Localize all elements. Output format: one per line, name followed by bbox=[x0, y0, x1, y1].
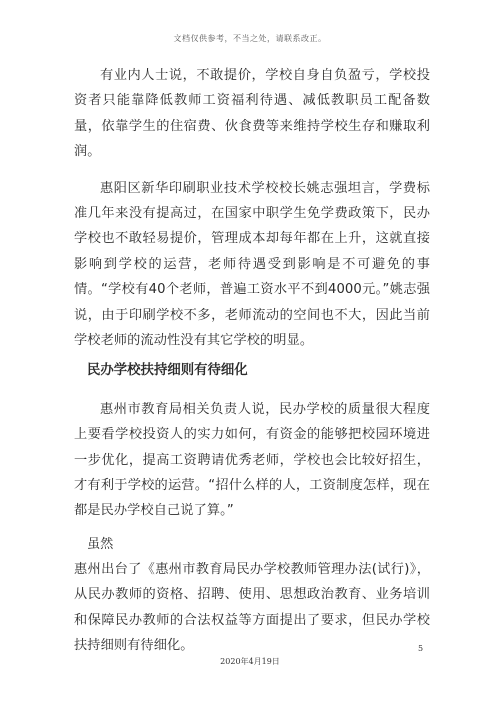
document-body bbox=[74, 63, 430, 659]
footer-date: 2020年4月19日 bbox=[220, 657, 280, 666]
document-header-notice: 文档仅供参考，不当之处，请联系改正。 bbox=[173, 34, 327, 43]
paragraph-education-bureau: 惠州市教育局相关负责人说，民办学校的质量很大程度上要看学校投资人的实力如何，有资金的能够把校园环境进一步优化，提高工资聘请优秀老师，学校也会比较好招生，才有利于学校的运营。“招什么样的人，工资制度怎样，现在都是民办学校自己说了算。” bbox=[74, 401, 430, 519]
paragraph-industry-insider: 有业内人士说，不敢提价，学校自身自负盈亏，学校投资者只能靠降低教师工资福利待遇、减低教职员工配备数量，依靠学生的住宿费、伙食费等来维持学校生存和赚取利润。 bbox=[74, 68, 430, 160]
page-number: 5 bbox=[418, 644, 424, 653]
paragraph-although: 虽然 bbox=[87, 536, 114, 552]
paragraph-management-measures: 惠州出台了《惠州市教育局民办学校教师管理办法(试行)》，从民办教师的资格、招聘、使用、思想政治教育、业务培训和保障民办教师的合法权益等方面提出了要求，但民办学校扶持细则有待细化。 bbox=[74, 561, 430, 654]
section-heading: 民办学校扶持细则有待细化 bbox=[87, 363, 248, 379]
paragraph-principal-quote: 惠阳区新华印刷职业技术学校校长姚志强坦言，学费标准几年来没有提高过，在国家中职学生免学费政策下，民办学校也不敢轻易提价，管理成本却每年都在上升，这就直接影响到学校的运营，老师待遇受到影响是不可避免的事情。“学校有40个老师，普遍工资水平不到4000元。”姚志强说，由于印刷学校不多，老师流动的空间也不大，因此当前学校老师的流动性没有其它学校的明显。 bbox=[74, 180, 430, 349]
